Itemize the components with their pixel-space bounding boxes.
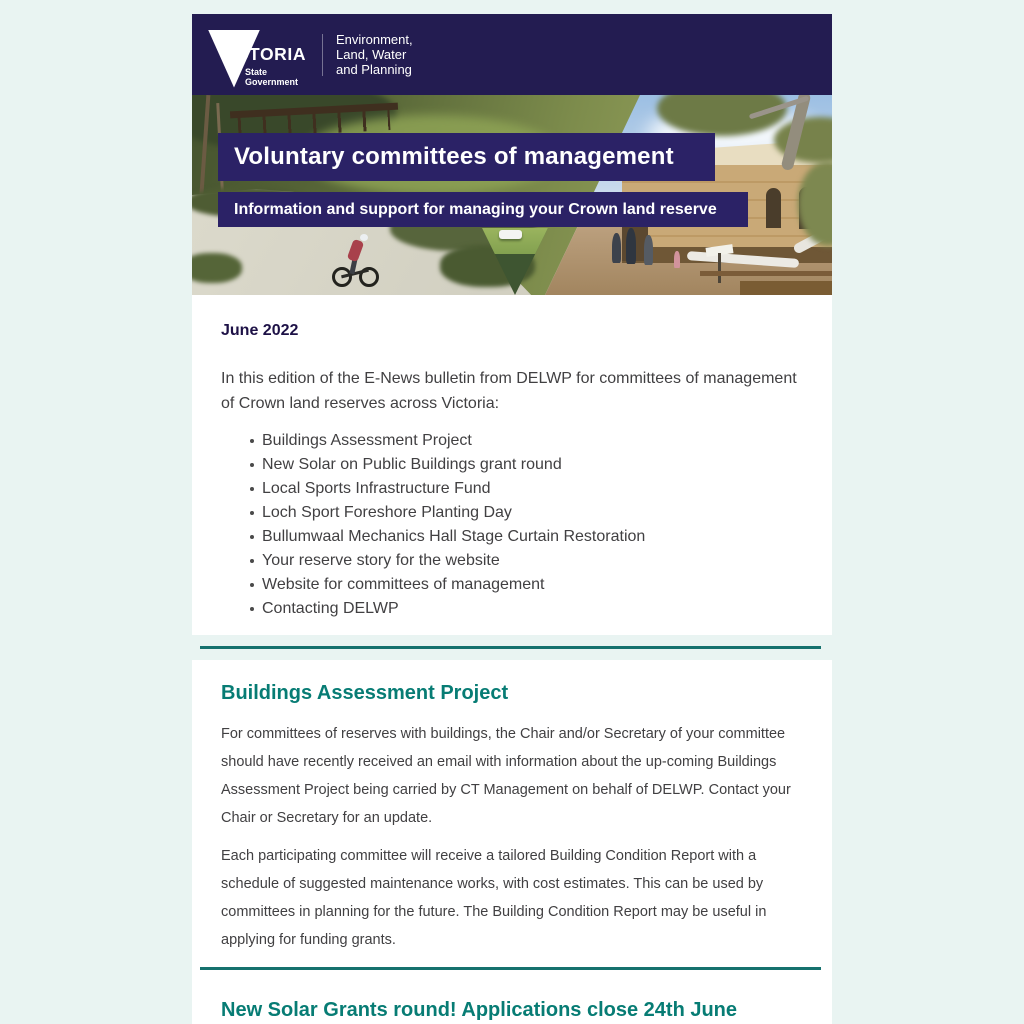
banner-title-bar xyxy=(218,133,715,181)
sign-post xyxy=(718,253,721,283)
paragraph xyxy=(221,842,803,954)
teal-divider xyxy=(200,646,821,649)
banner-subtitle: Information and support for managing your Crown land reserve xyxy=(234,200,717,218)
person-figure xyxy=(612,233,621,263)
department-line2: Land, Water xyxy=(336,47,407,62)
list-item: Local Sports Infrastructure Fund xyxy=(250,477,803,501)
child-figure xyxy=(674,251,680,268)
paragraph xyxy=(221,720,803,832)
paragraph-line: Chair or Secretary for an update. xyxy=(221,810,433,826)
banner-subtitle-bar xyxy=(218,192,748,227)
list-item: Loch Sport Foreshore Planting Day xyxy=(250,501,803,525)
intro-lead-line: of Crown land reserves across Victoria: xyxy=(221,395,500,412)
cyclist-torso xyxy=(347,239,365,262)
edition-date: June 2022 xyxy=(221,322,299,339)
intro-lead-line: In this edition of the E-News bulletin from DELWP for committees of management xyxy=(221,370,797,387)
person-figure xyxy=(626,228,636,264)
person-figure xyxy=(644,235,653,265)
list-item: Your reserve story for the website xyxy=(250,549,803,573)
shrub xyxy=(192,253,242,283)
section-heading: Buildings Assessment Project xyxy=(221,682,509,704)
paragraph-line: For committees of reserves with buildings, the Chair and/or Secretary of your committee xyxy=(221,726,786,742)
department-line1: Environment, xyxy=(336,32,413,47)
water-channel xyxy=(740,281,832,295)
logo-subtext-line1: State xyxy=(245,66,268,77)
section-break xyxy=(192,635,832,660)
article-card xyxy=(192,660,832,1024)
list-item: New Solar on Public Buildings grant round xyxy=(250,453,803,477)
logo-subtext xyxy=(245,67,298,88)
paragraph-line: Each participating committee will receive a tailored Building Condition Report with a xyxy=(221,848,757,864)
logo-brand-text: VICTORIA xyxy=(218,43,307,64)
arched-window xyxy=(766,188,781,228)
list-item: Contacting DELWP xyxy=(250,597,803,621)
contents-list xyxy=(250,429,803,621)
paragraph-line: committees in planning for the future. The Building Condition Report may be useful in xyxy=(221,904,767,920)
section-heading: New Solar Grants round! Applications close 24th June xyxy=(221,999,738,1021)
banner-photo xyxy=(192,95,832,295)
logo-subtext-line2: Government xyxy=(245,77,299,87)
white-car xyxy=(499,230,522,239)
paragraph-line: Assessment Project being carried by CT Management on behalf of DELWP. Contact your xyxy=(221,782,791,798)
list-item: Buildings Assessment Project xyxy=(250,429,803,453)
victoria-state-government-logo xyxy=(208,23,308,87)
teal-divider xyxy=(200,967,821,970)
email-newsletter xyxy=(192,0,832,1024)
department-line3: and Planning xyxy=(336,62,412,77)
paragraph-line: applying for funding grants. xyxy=(221,932,396,948)
paragraph-line: schedule of suggested maintenance works, with cost estimates. This can be used by xyxy=(221,876,764,892)
intro-card xyxy=(192,295,832,635)
list-item: Website for committees of management xyxy=(250,573,803,597)
banner-title: Voluntary committees of management xyxy=(234,143,674,170)
cyclist-helmet xyxy=(360,234,368,241)
department-name xyxy=(336,32,413,77)
intro-lead xyxy=(221,366,803,416)
list-item: Bullumwaal Mechanics Hall Stage Curtain Restoration xyxy=(250,525,803,549)
header-bar xyxy=(192,14,832,95)
logo-divider xyxy=(322,34,323,76)
wooden-fence xyxy=(700,271,832,276)
paragraph-line: should have recently received an email with information about the up-coming Buildings xyxy=(221,754,777,770)
cyclist-figure xyxy=(327,225,389,295)
